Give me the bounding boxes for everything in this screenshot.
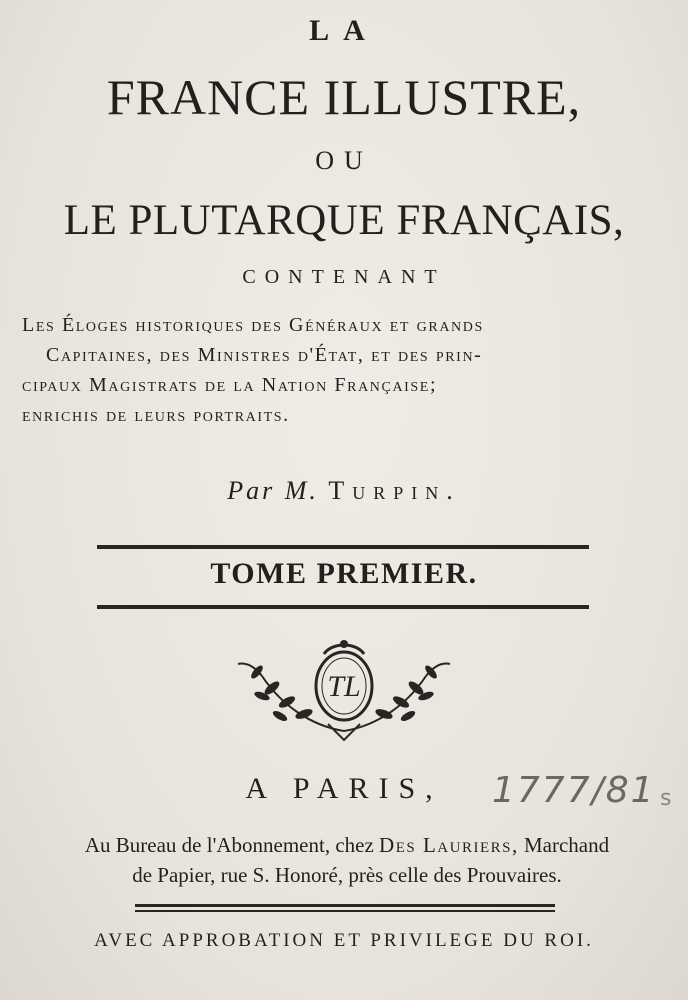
title-conjunction: OU xyxy=(315,146,373,175)
title-article: LA xyxy=(309,14,379,47)
monogram-wreath-ornament-icon xyxy=(232,636,456,746)
author-name: Turpin. xyxy=(328,476,461,505)
publisher-text: Au Bureau de l'Abonnement, chez xyxy=(84,833,374,857)
main-title: FRANCE ILLUSTRE, xyxy=(106,69,582,125)
rule-divider xyxy=(97,605,589,609)
double-rule-bottom xyxy=(135,910,555,912)
svg-text:TL: TL xyxy=(327,670,361,703)
imprint-place: A PARIS, xyxy=(245,772,443,805)
author-prefix: Par M. xyxy=(227,476,319,505)
approbation-line: AVEC APPROBATION ET PRIVILEGE DU ROI. xyxy=(94,930,594,951)
rule-divider xyxy=(97,545,589,549)
double-rule-top xyxy=(135,904,555,907)
handwritten-mark: s xyxy=(660,786,672,811)
description-line: enrichis de leurs portraits. xyxy=(22,404,290,426)
publisher-address: de Papier, rue S. Honoré, près celle des Prouvaires. xyxy=(132,863,562,887)
description-line: Les Éloges historiques des Généraux et grands xyxy=(22,314,484,336)
publisher-trade: Marchand xyxy=(523,833,610,857)
description-line: Capitaines, des Ministres d'État, et des prin- xyxy=(46,344,483,366)
subtitle: LE PLUTARQUE FRANÇAIS, xyxy=(63,197,625,244)
description-block xyxy=(22,310,672,430)
publisher-line xyxy=(22,830,672,860)
description-line: cipaux Magistrats de la Nation Française; xyxy=(22,374,438,396)
volume-label: TOME PREMIER. xyxy=(210,557,478,590)
handwritten-shelfmark: 1777/81 xyxy=(492,770,656,811)
contenant-label: CONTENANT xyxy=(242,266,446,288)
publisher-name: Des Lauriers, xyxy=(379,833,519,857)
publisher-block xyxy=(22,830,672,890)
author-line xyxy=(0,476,688,506)
